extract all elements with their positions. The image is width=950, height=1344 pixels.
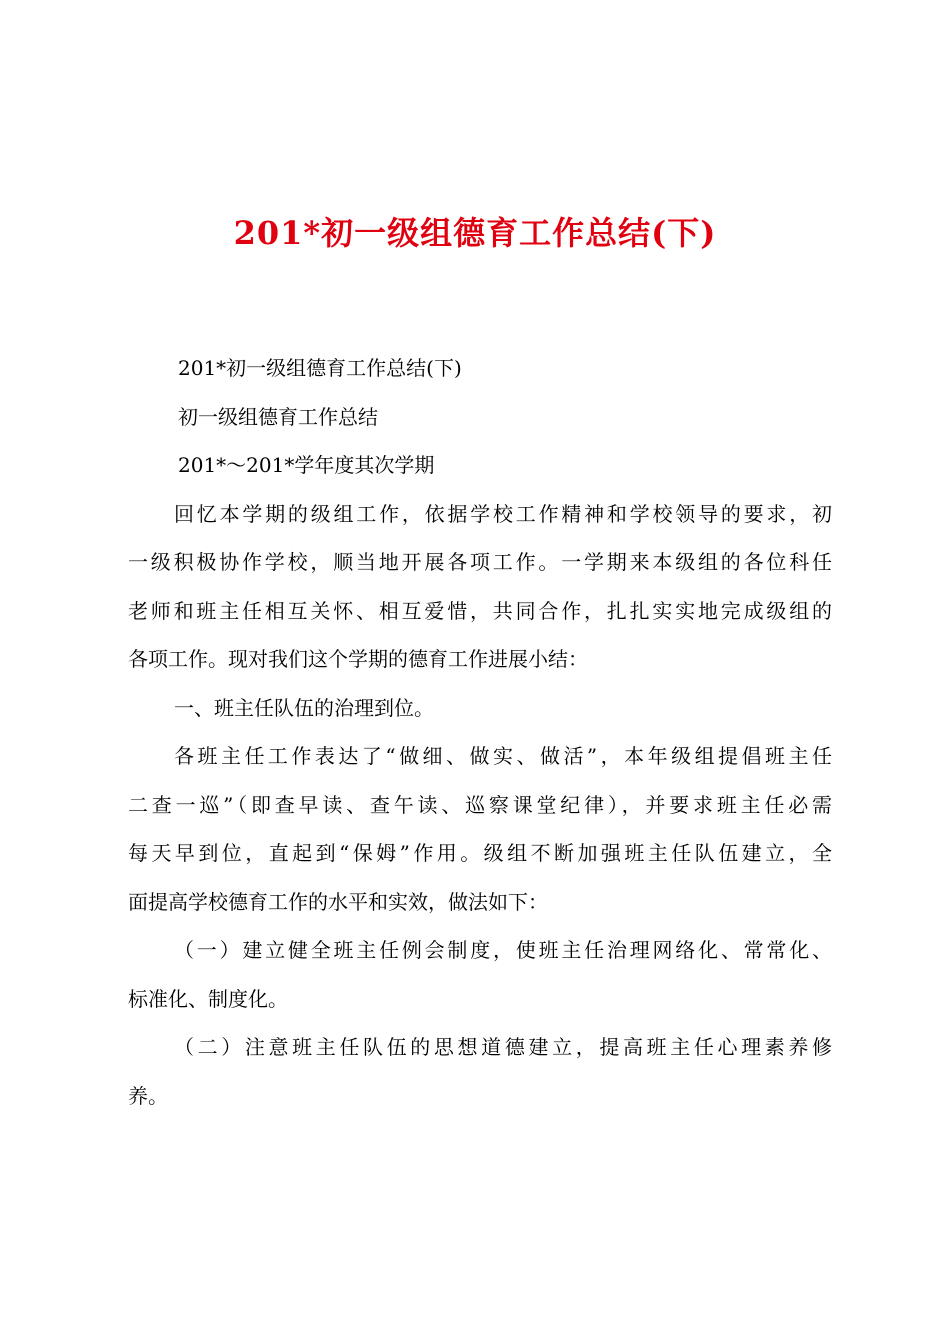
body-line: 二查一巡”（即查早读、查午读、巡察课堂纪律），并要求班主任必需: [128, 792, 832, 817]
body-line-heading: 初一级组德育工作总结: [178, 404, 378, 429]
body-line: 老师和班主任相互关怀、相互爱惜，共同合作，扎扎实实地完成级组的: [128, 598, 832, 623]
body-line: 面提高学校德育工作的水平和实效，做法如下：: [128, 889, 548, 914]
body-line: 每天早到位，直起到“保姆”作用。级组不断加强班主任队伍建立，全: [128, 841, 832, 865]
list-item-2: （二）注意班主任队伍的思想道德建立，提高班主任心理素养修: [174, 1035, 832, 1059]
body-line: 各班主任工作表达了“做细、做实、做活”，本年级组提倡班主任: [174, 744, 832, 768]
body-line: 各项工作。现对我们这个学期的德育工作进展小结：: [128, 647, 588, 671]
document-title: 201*初一级组德育工作总结(下): [233, 214, 717, 252]
body-line: 一级积极协作学校，顺当地开展各项工作。一学期来本级组的各位科任: [128, 550, 832, 574]
body-line-term: 201*～201*学年度其次学期: [178, 453, 435, 477]
list-item-1: （一）建立健全班主任例会制度，使班主任治理网络化、常常化、: [174, 938, 832, 962]
body-line-subtitle: 201*初一级组德育工作总结(下): [178, 356, 462, 380]
list-item-1-continued: 标准化、制度化。: [128, 986, 288, 1011]
body-line: 回忆本学期的级组工作，依据学校工作精神和学校领导的要求，初: [174, 501, 832, 526]
section-heading: 一、班主任队伍的治理到位。: [174, 695, 434, 720]
list-item-2-continued: 养。: [128, 1083, 168, 1108]
document-body: [128, 344, 832, 1120]
